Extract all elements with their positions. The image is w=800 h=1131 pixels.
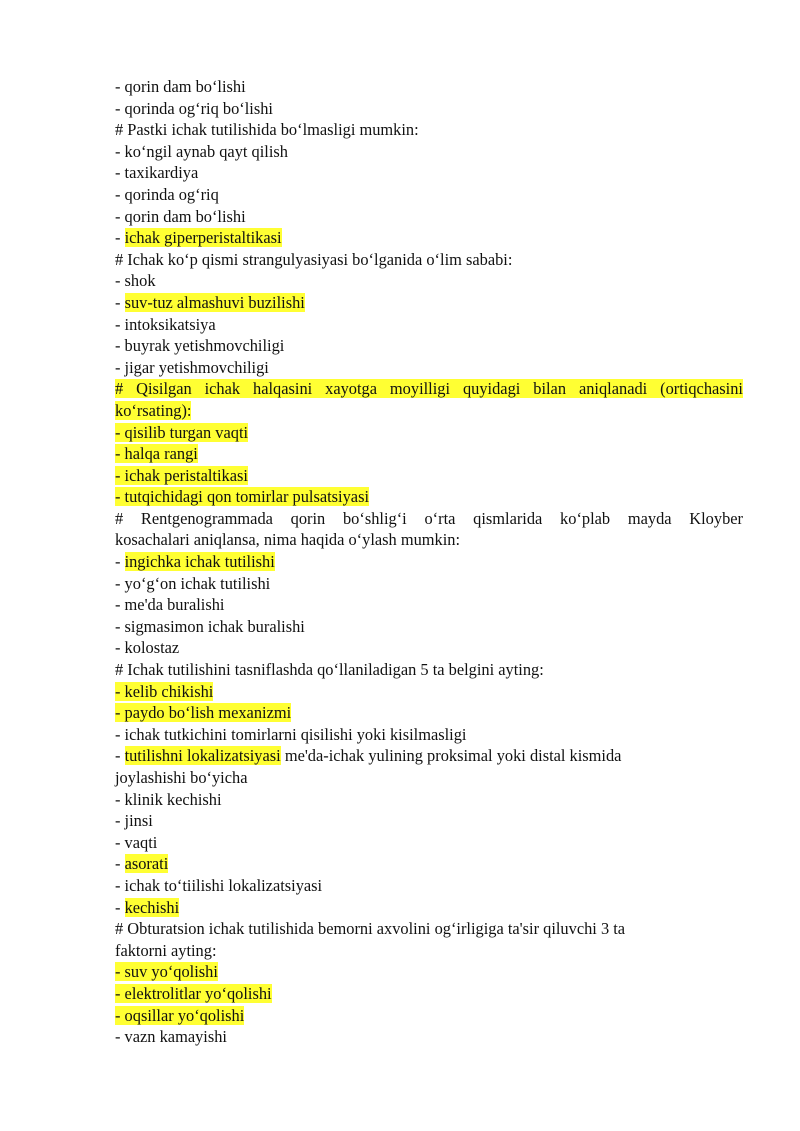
- text-line: [115, 443, 743, 465]
- line-text: - ichak to‘tiilishi lokalizatsiyasi: [115, 875, 323, 895]
- highlighted-text: suv-tuz almashuvi buzilishi: [124, 292, 305, 312]
- line-text: # Pastki ichak tutilishida bo‘lmasligi mumkin:: [115, 120, 419, 140]
- line-text: - shok: [115, 271, 156, 291]
- line-text: - qorinda og‘riq bo‘lishi: [115, 98, 273, 118]
- line-text: - jigar yetishmovchiligi: [115, 357, 269, 377]
- text-line: [115, 594, 743, 616]
- text-line: [115, 206, 743, 228]
- highlighted-text: ko‘rsating):: [115, 400, 192, 420]
- line-text: - ichak tutkichini tomirlarni qisilishi yoki kisilmasligi: [115, 724, 467, 744]
- text-line: [115, 832, 743, 854]
- text-line: [115, 702, 743, 724]
- text-line: [115, 314, 743, 336]
- text-line: [115, 378, 743, 400]
- text-line: [115, 400, 743, 422]
- line-text: - qorin dam bo‘lishi: [115, 77, 246, 96]
- line-text: # Rentgenogrammada qorin bo‘shlig‘i o‘rta qismlarida ko‘plab mayda Kloyber: [115, 508, 743, 528]
- highlighted-text: - tutqichidagi qon tomirlar pulsatsiyasi: [115, 487, 370, 507]
- line-text: - buyrak yetishmovchiligi: [115, 336, 285, 356]
- text-line: [115, 141, 743, 163]
- line-text: - qorinda og‘riq: [115, 184, 219, 204]
- highlighted-text: ingichka ichak tutilishi: [124, 552, 275, 572]
- text-line: [115, 983, 743, 1005]
- line-text: - me'da buralishi: [115, 595, 225, 615]
- line-text: -: [115, 552, 125, 572]
- line-text: - qorin dam bo‘lishi: [115, 206, 246, 226]
- highlighted-text: kechishi: [124, 897, 180, 917]
- line-text: - kolostaz: [115, 638, 180, 658]
- line-text: -: [115, 746, 125, 766]
- highlighted-text: asorati: [124, 854, 169, 874]
- text-line: [115, 681, 743, 703]
- text-line: [115, 940, 743, 962]
- text-line: [115, 486, 743, 508]
- text-line: [115, 767, 743, 789]
- line-text: # Ichak tutilishini tasniflashda qo‘llaniladigan 5 ta belgini ayting:: [115, 660, 544, 680]
- line-text: - vazn kamayishi: [115, 1027, 227, 1047]
- line-text: - taxikardiya: [115, 163, 199, 183]
- line-text: -: [115, 292, 125, 312]
- text-line: [115, 659, 743, 681]
- line-text: -: [115, 854, 125, 874]
- text-line: [115, 573, 743, 595]
- highlighted-text: - halqa rangi: [115, 444, 198, 464]
- text-line: [115, 76, 743, 98]
- text-line: [115, 529, 743, 551]
- document-body: [115, 76, 743, 1048]
- line-text: # Ichak ko‘p qismi strangulyasiyasi bo‘lganida o‘lim sababi:: [115, 249, 513, 269]
- text-line: [115, 119, 743, 141]
- text-line: [115, 270, 743, 292]
- text-line: [115, 897, 743, 919]
- text-line: [115, 724, 743, 746]
- line-text: me'da-ichak yulining proksimal yoki distal kismida: [280, 746, 622, 766]
- text-line: [115, 551, 743, 573]
- text-line: [115, 1026, 743, 1048]
- text-line: [115, 422, 743, 444]
- line-text: - jinsi: [115, 811, 153, 831]
- highlighted-text: ichak giperperistaltikasi: [124, 228, 282, 248]
- text-line: [115, 184, 743, 206]
- highlighted-text: - elektrolitlar yo‘qolishi: [115, 983, 272, 1003]
- text-line: [115, 162, 743, 184]
- highlighted-text: - kelib chikishi: [115, 681, 214, 701]
- text-line: [115, 98, 743, 120]
- text-line: [115, 1005, 743, 1027]
- highlighted-text: - ichak peristaltikasi: [115, 465, 248, 485]
- text-line: [115, 227, 743, 249]
- highlighted-text: - paydo bo‘lish mexanizmi: [115, 703, 292, 723]
- text-line: [115, 637, 743, 659]
- highlighted-text: - qisilib turgan vaqti: [115, 422, 249, 442]
- text-line: [115, 357, 743, 379]
- line-text: - yo‘g‘on ichak tutilishi: [115, 573, 271, 593]
- text-line: [115, 616, 743, 638]
- line-text: joylashishi bo‘yicha: [115, 768, 248, 787]
- line-text: # Obturatsion ichak tutilishida bemorni axvolini og‘irligiga ta'sir qiluvchi 3 ta: [115, 919, 626, 939]
- line-text: - vaqti: [115, 832, 158, 852]
- text-line: [115, 918, 743, 940]
- text-line: [115, 810, 743, 832]
- line-text: - ko‘ngil aynab qayt qilish: [115, 141, 288, 161]
- text-line: [115, 745, 743, 767]
- highlighted-text: # Qisilgan ichak halqasini xayotga moyilligi quyidagi bilan aniqlanadi (ortiqchasini: [115, 379, 743, 399]
- highlighted-text: - oqsillar yo‘qolishi: [115, 1005, 245, 1025]
- text-line: [115, 335, 743, 357]
- text-line: [115, 465, 743, 487]
- line-text: - intoksikatsiya: [115, 314, 216, 334]
- line-text: faktorni ayting:: [115, 940, 217, 960]
- highlighted-text: tutilishni lokalizatsiyasi: [124, 746, 281, 766]
- line-text: -: [115, 897, 125, 917]
- text-line: [115, 961, 743, 983]
- text-line: [115, 875, 743, 897]
- text-line: [115, 789, 743, 811]
- line-text: -: [115, 228, 125, 248]
- line-text: - klinik kechishi: [115, 789, 222, 809]
- line-text: - sigmasimon ichak buralishi: [115, 616, 305, 636]
- text-line: [115, 853, 743, 875]
- line-text: kosachalari aniqlansa, nima haqida o‘ylash mumkin:: [115, 530, 461, 550]
- text-line: [115, 292, 743, 314]
- text-line: [115, 249, 743, 271]
- highlighted-text: - suv yo‘qolishi: [115, 962, 218, 982]
- text-line: [115, 508, 743, 530]
